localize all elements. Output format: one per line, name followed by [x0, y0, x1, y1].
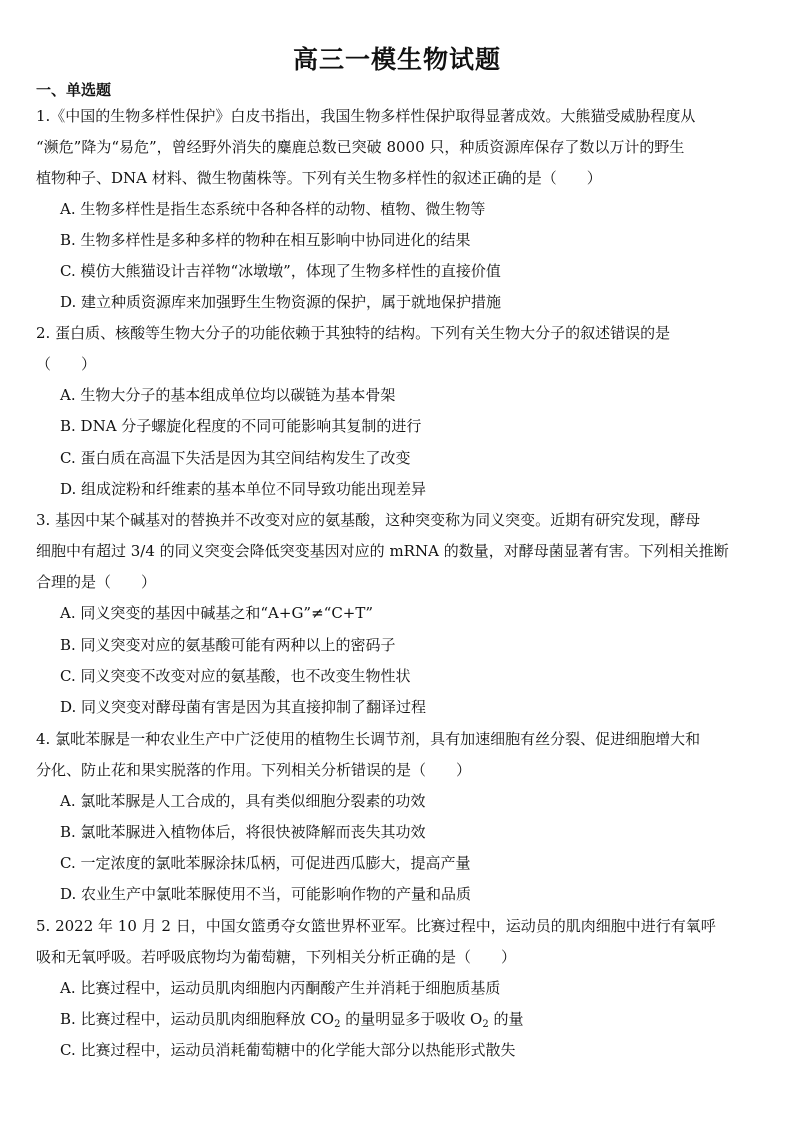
question-4-option-d: D. 农业生产中氯吡苯脲使用不当，可能影响作物的产量和品质 — [60, 885, 472, 903]
question-3-option-b: B. 同义突变对应的氨基酸可能有两种以上的密码子 — [60, 636, 396, 654]
page-title: 高三一模生物试题 — [292, 45, 501, 74]
question-1-option-c: C. 模仿大熊猫设计吉祥物“冰墩墩”，体现了生物多样性的直接价值 — [60, 262, 501, 280]
question-4-option-c: C. 一定浓度的氯吡苯脲涂抹瓜柄，可促进西瓜膨大，提高产量 — [60, 854, 471, 872]
question-4-stem-line: 4. 氯吡苯脲是一种农业生产中广泛使用的植物生长调节剂，具有加速细胞有丝分裂、促进细胞增大和 — [36, 730, 701, 748]
question-5-option-c: C. 比赛过程中，运动员消耗葡萄糖中的化学能大部分以热能形式散失 — [60, 1041, 516, 1059]
question-5-stem-line: 5. 2022 年 10 月 2 日，中国女篮勇夺女篮世界杯亚军。比赛过程中，运动员的肌肉细胞中进行有氧呼 — [36, 917, 716, 935]
question-5-option-a: A. 比赛过程中，运动员肌肉细胞内丙酮酸产生并消耗于细胞质基质 — [60, 979, 501, 997]
question-3-stem-line: 细胞中有超过 3/4 的同义突变会降低突变基因对应的 mRNA 的数量，对酵母菌显著有害。下列相关推断 — [36, 542, 729, 560]
question-2-stem-line: 2. 蛋白质、核酸等生物大分子的功能依赖于其独特的结构。下列有关生物大分子的叙述错误的是 — [36, 324, 671, 342]
question-1-stem-line: 植物种子、DNA 材料、微生物菌株等。下列有关生物多样性的叙述正确的是（ ） — [36, 169, 602, 187]
question-4-option-b: B. 氯吡苯脲进入植物体后，将很快被降解而丧失其功效 — [60, 823, 426, 841]
option-b-text: 的量 — [488, 1010, 524, 1028]
question-1-stem-line: 1.《中国的生物多样性保护》白皮书指出，我国生物多样性保护取得显著成效。大熊猫受威胁程度从 — [36, 107, 696, 125]
question-5-option-b — [60, 1009, 523, 1035]
option-b-text: B. 比赛过程中，运动员肌肉细胞释放 CO — [60, 1010, 335, 1028]
question-1-option-b: B. 生物多样性是多种多样的物种在相互影响中协同进化的结果 — [60, 231, 471, 249]
question-4-stem-line: 分化、防止花和果实脱落的作用。下列相关分析错误的是（ ） — [36, 761, 472, 779]
question-3-option-c: C. 同义突变不改变对应的氨基酸，也不改变生物性状 — [60, 667, 411, 685]
section-heading: 一、单选题 — [36, 81, 112, 99]
question-1-option-a: A. 生物多样性是指生态系统中各种各样的动物、植物、微生物等 — [60, 200, 486, 218]
question-2-option-d: D. 组成淀粉和纤维素的基本单位不同导致功能出现差异 — [60, 480, 427, 498]
question-4-option-a: A. 氯吡苯脲是人工合成的，具有类似细胞分裂素的功效 — [60, 792, 426, 810]
o2-subscript: 2 — [482, 1019, 489, 1030]
question-2-option-a: A. 生物大分子的基本组成单位均以碳链为基本骨架 — [60, 386, 396, 404]
question-2-option-b: B. DNA 分子螺旋化程度的不同可能影响其复制的进行 — [60, 417, 422, 435]
question-3-option-d: D. 同义突变对酵母菌有害是因为其直接抑制了翻译过程 — [60, 698, 427, 716]
co2-subscript: 2 — [334, 1019, 341, 1030]
question-2-option-c: C. 蛋白质在高温下失活是因为其空间结构发生了改变 — [60, 449, 411, 467]
question-5-stem-line: 吸和无氧呼吸。若呼吸底物均为葡萄糖，下列相关分析正确的是（ ） — [36, 948, 517, 966]
question-1-stem-line: “濒危”降为“易危”，曾经野外消失的麋鹿总数已突破 8000 只，种质资源库保存了数以万计的野生 — [36, 138, 685, 156]
question-2-stem-line: （ ） — [36, 355, 97, 373]
question-3-stem-line: 合理的是（ ） — [36, 573, 157, 591]
question-3-option-a: A. 同义突变的基因中碱基之和“A+G”≠“C+T” — [60, 604, 374, 622]
option-b-text: 的量明显多于吸收 O — [340, 1010, 483, 1028]
question-1-option-d: D. 建立种质资源库来加强野生生物资源的保护，属于就地保护措施 — [60, 293, 502, 311]
question-3-stem-line: 3. 基因中某个碱基对的替换并不改变对应的氨基酸，这种突变称为同义突变。近期有研究发现，酵母 — [36, 511, 701, 529]
